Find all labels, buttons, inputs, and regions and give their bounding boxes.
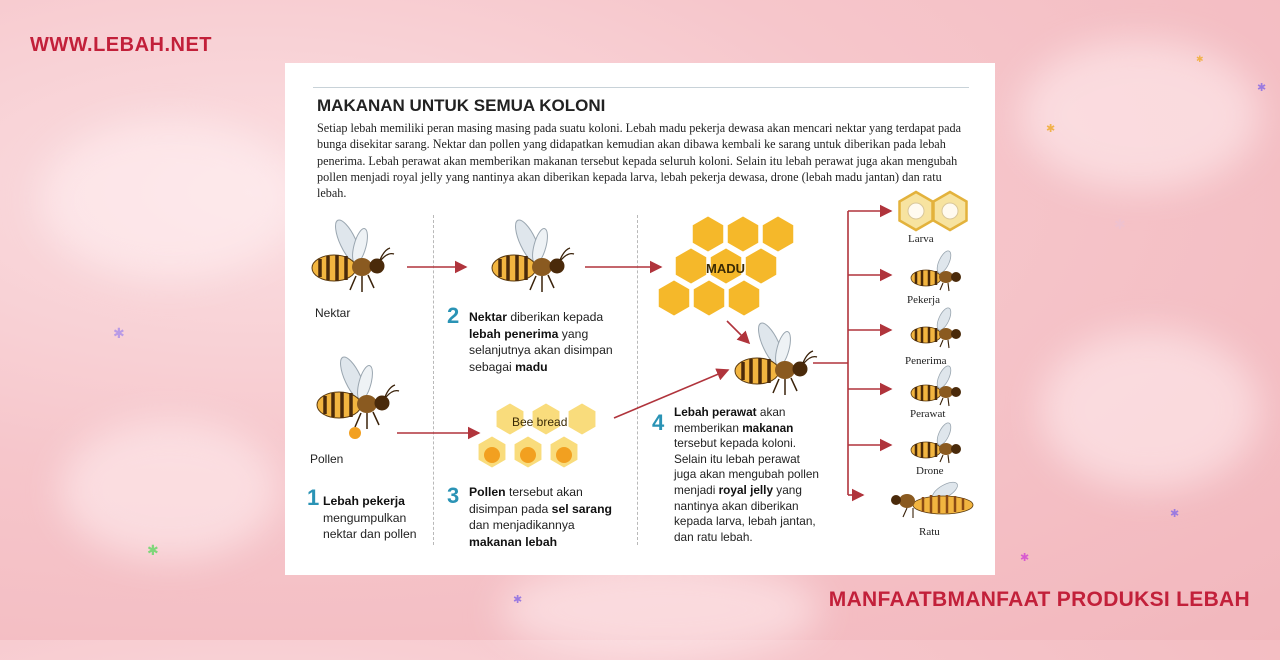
step-number: 4	[652, 410, 665, 435]
bg-cloud	[1040, 330, 1260, 490]
sparkle-icon: ✱	[147, 542, 159, 558]
sparkle-icon: ✱	[1196, 54, 1204, 64]
sparkle-icon: ✱	[1257, 82, 1267, 94]
step-2-bold: madu	[515, 359, 548, 374]
nectar-bee-illustration	[312, 217, 394, 292]
honey-label: MADU	[706, 261, 745, 276]
step-number: 2	[447, 303, 460, 328]
step-4-bold: makanan	[742, 420, 794, 435]
flow-arrow	[727, 321, 749, 343]
step-4-line: juga akan mengubah pollen	[674, 467, 819, 482]
step-2-line: sebagai	[469, 359, 516, 374]
bg-cloud	[40, 120, 300, 280]
bg-cloud	[500, 560, 820, 660]
step-4-line: akan	[756, 405, 786, 419]
sparkle-icon: ✱	[1046, 123, 1056, 135]
sparkle-icon: ✱	[1170, 508, 1180, 520]
step-4-bold: Lebah perawat	[674, 405, 757, 419]
recipient-label: Pekerja	[907, 294, 940, 306]
step-3-line: tersebut akan	[505, 485, 583, 499]
step-1-text	[323, 493, 417, 543]
step-4-line: kepada larva, lebah jantan,	[674, 514, 816, 529]
step-4-line: memberikan	[674, 420, 743, 435]
step-4-line: nantinya akan diberikan	[674, 498, 799, 513]
nurse-bee-illustration	[735, 320, 817, 395]
step-4-line: tersebut kepada koloni.	[674, 436, 796, 451]
bg-cloud	[1020, 40, 1260, 190]
step-3-bold: sel sarang	[551, 501, 612, 516]
step-4-text	[674, 405, 819, 545]
recipient-label: Drone	[916, 465, 944, 477]
pollen-label: Pollen	[310, 452, 344, 466]
step-2-bold: Nektar	[469, 310, 507, 324]
pollen-bee-illustration	[317, 354, 399, 439]
step-1-line: nektar dan pollen	[323, 527, 417, 541]
step-number: 3	[447, 483, 460, 508]
bee-bread-label: Bee bread	[512, 415, 568, 429]
step-4-line: dan ratu lebah.	[674, 529, 753, 544]
step-4-bold: royal jelly	[718, 482, 774, 497]
infographic-card	[285, 63, 995, 575]
recipient-label: Larva	[908, 233, 934, 245]
bee-bread-illustration	[477, 402, 596, 469]
receiver-bee-small	[911, 306, 961, 348]
step-2-text	[469, 309, 613, 375]
step-2-line: diberikan kepada	[506, 310, 604, 324]
step-3-bold: makanan lebah	[469, 534, 558, 549]
receiver-bee-illustration	[492, 217, 574, 292]
recipient-label: Ratu	[919, 526, 940, 538]
bg-cloud	[60, 420, 280, 560]
step-3-line: disimpan pada	[469, 501, 552, 516]
step-1-line: mengumpulkan	[323, 510, 407, 525]
site-url[interactable]: WWW.LEBAH.NET	[30, 34, 213, 56]
sparkle-icon: ✱	[1114, 216, 1126, 232]
intro-paragraph: Setiap lebah memiliki peran masing masing pada suatu koloni. Lebah madu pekerja dewasa akan mencari nektar yang terdapat pada bunga disekitar sarang. Nektar dan pollen yang didapatkan kemudian akan dibawa kembali ke sarang untuk diberikan pada lebah penerima. Lebah perawat akan memberikan makanan tersebut kepada seluruh koloni. Selain itu lebah perawat juga akan mengubah pollen menjadi royal jelly yang nantinya akan diberikan kepada larva, lebah pekerja dewasa, drone (lebah madu jantan) dan ratu lebah.	[317, 121, 962, 201]
step-3-bold: Pollen	[469, 485, 506, 499]
recipient-label: Penerima	[905, 355, 947, 367]
queen-bee-illustration	[891, 479, 973, 518]
nurse-bee-small	[911, 364, 961, 406]
diagram-title: MAKANAN UNTUK SEMUA KOLONI	[317, 96, 606, 115]
sparkle-icon: ✱	[113, 325, 125, 341]
step-3-line: dan menjadikannya	[469, 518, 575, 532]
sparkle-icon: ✱	[1020, 552, 1030, 564]
sparkle-icon: ✱	[513, 594, 523, 606]
step-4-line: Selain itu lebah perawat	[674, 451, 800, 466]
worker-bee-illustration	[911, 249, 961, 291]
step-3-text	[469, 484, 612, 550]
step-2-line: selanjutnya akan disimpan	[469, 343, 613, 357]
step-2-bold: lebah penerima	[469, 326, 559, 341]
step-4-line: yang	[773, 482, 802, 497]
nectar-label: Nektar	[315, 306, 351, 320]
step-4-line: menjadi	[674, 482, 719, 497]
larva-illustration	[900, 192, 967, 230]
step-1-bold: Lebah pekerja	[323, 494, 405, 508]
drone-bee-illustration	[911, 421, 961, 463]
page-footer-title: MANFAATBMANFAAT PRODUKSI LEBAH	[828, 588, 1250, 611]
step-number: 1	[307, 485, 320, 510]
step-2-line: yang	[558, 326, 589, 341]
recipient-label: Perawat	[910, 408, 946, 420]
